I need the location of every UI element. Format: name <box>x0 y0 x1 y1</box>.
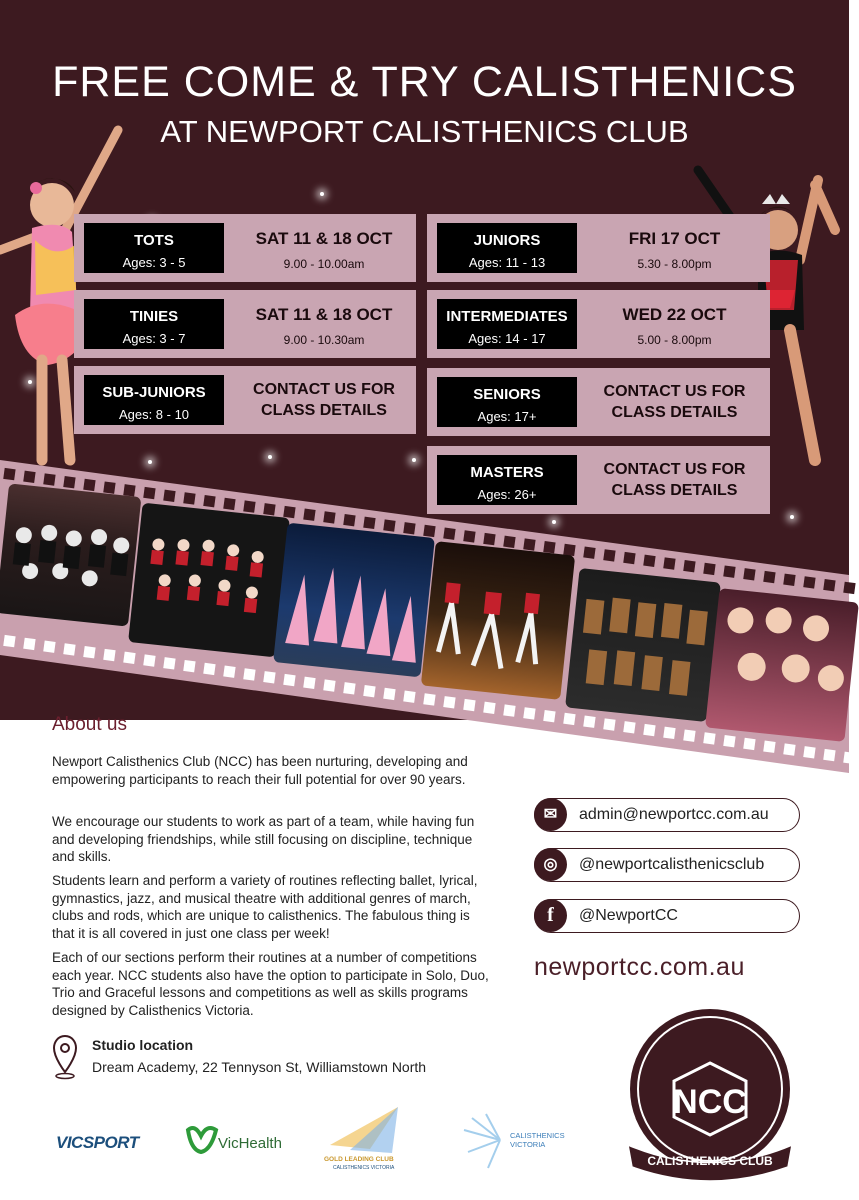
class-ages: Ages: 8 - 10 <box>118 407 190 422</box>
page-title: FREE COME & TRY CALISTHENICS <box>52 58 797 106</box>
film-hole <box>483 533 495 545</box>
film-hole <box>523 538 535 550</box>
film-hole <box>363 685 375 697</box>
film-hole <box>703 563 715 575</box>
logo-bottom-text: CALISTHENICS CLUB <box>647 1154 773 1168</box>
film-hole <box>503 704 515 716</box>
film-hole <box>683 729 695 741</box>
film-hole <box>523 707 535 719</box>
class-name: SENIORS <box>473 386 541 403</box>
ncc-logo <box>566 988 802 1185</box>
page-subtitle: AT NEWPORT CALISTHENICS CLUB <box>160 114 689 149</box>
film-hole <box>223 666 235 678</box>
about-paragraph: Each of our sections perform their routines at a number of competitions each year. NCC students also have the option to participate in Solo, Duo, Trio and Graceful lessons and competitions as well as skills programs designed by Calisthenics Victoria. <box>52 950 489 1018</box>
studio-label: Studio location <box>92 1037 194 1053</box>
film-hole <box>643 555 655 567</box>
film-hole <box>603 549 615 561</box>
class-contact <box>587 381 762 423</box>
film-hole <box>723 565 735 577</box>
film-hole <box>263 671 275 683</box>
vichealth-icon <box>185 1122 219 1154</box>
class-contact <box>234 379 414 421</box>
about-paragraph: We encourage our students to work as part of a team, while having fun and developing friendships, while still focusing on discipline, technique and skills. <box>52 814 475 864</box>
instagram-text: @newportcalisthenicsclub <box>579 856 765 873</box>
film-hole <box>783 743 795 755</box>
film-hole <box>803 576 815 588</box>
film-hole <box>583 546 595 558</box>
gold-club-subtext: CALISTHENICS VICTORIA <box>333 1165 395 1171</box>
film-hole <box>463 530 475 542</box>
film-hole <box>423 693 435 705</box>
about-heading: About us <box>52 714 127 735</box>
film-hole <box>203 495 215 507</box>
class-date: FRI 17 OCT <box>628 229 721 248</box>
film-hole <box>383 519 395 531</box>
logo-top-text: NEWPORT <box>566 988 670 1010</box>
film-hole <box>643 724 655 736</box>
film-hole <box>423 525 435 537</box>
class-ages: Ages: 14 - 17 <box>468 331 546 346</box>
film-hole <box>403 522 415 534</box>
logo-mid-text: NCC <box>673 1083 747 1121</box>
class-card-intermediates <box>427 290 770 358</box>
about-paragraph: Students learn and perform a variety of routines reflecting ballet, lyrical, gymnastics, jazz, and musical theatre with additional genres of march, clubs and rods, which are unique to calisthenics. The fabulous thing is that it is all covered in just one class per week! <box>52 873 478 941</box>
film-hole <box>343 682 355 694</box>
film-hole <box>323 511 335 523</box>
about-paragraph: Newport Calisthenics Club (NCC) has been nurturing, developing and empowering participants to reach their full potential for over 90 years. <box>52 754 468 787</box>
film-hole <box>43 473 55 485</box>
film-hole <box>623 721 635 733</box>
film-hole <box>743 568 755 580</box>
film-hole <box>323 679 335 691</box>
film-hole <box>223 498 235 510</box>
film-hole <box>243 500 255 512</box>
film-hole <box>23 471 35 483</box>
class-card-seniors <box>427 368 770 436</box>
film-hole <box>363 517 375 529</box>
class-date: SAT 11 & 18 OCT <box>255 305 393 324</box>
vichealth-logo: VicHealth <box>218 1135 282 1152</box>
class-ages: Ages: 11 - 13 <box>468 255 546 270</box>
film-hole <box>483 702 495 714</box>
film-hole <box>303 677 315 689</box>
film-hole <box>503 536 515 548</box>
cv-subtext: VICTORIA <box>510 1140 546 1149</box>
film-hole <box>703 732 715 744</box>
class-name: SUB-JUNIORS <box>102 384 206 401</box>
instagram-icon: ◎ <box>534 848 567 881</box>
class-card-sub-juniors <box>74 366 416 434</box>
film-hole <box>443 696 455 708</box>
photo-seniors-team <box>565 568 721 722</box>
contact-line: CONTACT US FOR <box>603 461 746 478</box>
contact-line: CLASS DETAILS <box>611 404 738 421</box>
film-hole <box>143 487 155 499</box>
contact-line: CONTACT US FOR <box>603 383 746 400</box>
cv-text: CALISTHENICS <box>510 1131 565 1140</box>
film-hole <box>83 646 95 658</box>
class-time: 9.00 - 10.00am <box>283 257 365 271</box>
instagram-link[interactable] <box>534 848 800 882</box>
calisthenics-victoria-icon <box>462 1110 512 1170</box>
photo-tots-group <box>0 483 141 626</box>
film-hole <box>663 727 675 739</box>
class-schedule <box>587 305 762 347</box>
facebook-text: @NewportCC <box>579 907 678 924</box>
film-hole <box>123 652 135 664</box>
gold-club-text: GOLD LEADING CLUB <box>324 1156 394 1163</box>
film-hole <box>63 476 75 488</box>
film-hole <box>403 691 415 703</box>
class-label <box>84 223 224 273</box>
photo-juniors-group <box>128 503 290 658</box>
contact-line: CLASS DETAILS <box>611 482 738 499</box>
class-schedule <box>587 229 762 271</box>
film-hole <box>3 635 15 647</box>
class-ages: Ages: 3 - 7 <box>122 331 186 346</box>
studio-address: Dream Academy, 22 Tennyson St, Williamstown North <box>92 1059 427 1075</box>
film-hole <box>103 481 115 493</box>
film-hole <box>283 506 295 518</box>
location-pin-icon <box>52 1034 78 1080</box>
email-icon: ✉ <box>534 798 567 831</box>
class-name: INTERMEDIATES <box>446 308 568 325</box>
sparkle-icon <box>320 192 324 196</box>
film-hole <box>603 718 615 730</box>
film-hole <box>823 579 835 591</box>
class-card-tots <box>74 214 416 282</box>
film-hole <box>303 509 315 521</box>
film-hole <box>263 503 275 515</box>
film-hole <box>83 479 95 491</box>
film-hole <box>63 643 75 655</box>
film-hole <box>103 649 115 661</box>
class-name: TINIES <box>129 308 179 325</box>
film-hole <box>663 557 675 569</box>
film-hole <box>843 582 855 594</box>
film-hole <box>543 710 555 722</box>
film-hole <box>183 660 195 672</box>
class-date: WED 22 OCT <box>622 305 727 324</box>
class-ages: Ages: 17+ <box>477 409 537 424</box>
vicsport-logo: VICSPORT <box>56 1133 139 1152</box>
class-label <box>437 377 577 427</box>
class-label <box>437 223 577 273</box>
film-hole <box>843 752 855 764</box>
film-hole <box>583 716 595 728</box>
class-name: JUNIORS <box>473 232 541 249</box>
film-hole <box>143 654 155 666</box>
film-hole <box>343 514 355 526</box>
film-hole <box>683 560 695 572</box>
class-label <box>84 375 224 425</box>
film-hole <box>563 713 575 725</box>
class-schedule <box>234 305 414 347</box>
film-hole <box>803 746 815 758</box>
email-link[interactable] <box>534 798 800 832</box>
gold-leading-club-icon <box>330 1105 400 1155</box>
facebook-icon: f <box>534 899 567 932</box>
film-hole <box>243 668 255 680</box>
email-text: admin@newportcc.com.au <box>579 806 769 823</box>
film-hole <box>743 738 755 750</box>
film-hole <box>183 492 195 504</box>
photo-graceful-dancers <box>273 523 435 678</box>
film-hole <box>723 735 735 747</box>
film-hole <box>383 688 395 700</box>
class-name: TOTS <box>134 232 174 249</box>
class-date: SAT 11 & 18 OCT <box>255 229 393 248</box>
facebook-link[interactable] <box>534 899 800 933</box>
film-hole <box>623 552 635 564</box>
class-ages: Ages: 26+ <box>477 487 537 502</box>
photo-march-team <box>421 541 575 700</box>
class-label <box>437 299 577 349</box>
film-hole <box>443 528 455 540</box>
website-link[interactable]: newportcc.com.au <box>534 953 745 981</box>
film-hole <box>23 638 35 650</box>
class-card-juniors <box>427 214 770 282</box>
contact-line: CLASS DETAILS <box>261 402 387 419</box>
film-hole <box>463 699 475 711</box>
film-hole <box>43 640 55 652</box>
photo-masters-group <box>705 588 859 742</box>
class-label <box>84 299 224 349</box>
film-hole <box>3 468 15 480</box>
contact-line: CONTACT US FOR <box>253 381 395 398</box>
class-time: 9.00 - 10.30am <box>283 333 365 347</box>
class-time: 5.00 - 8.00pm <box>637 333 712 347</box>
film-hole <box>823 749 835 761</box>
film-hole <box>283 674 295 686</box>
film-hole <box>163 490 175 502</box>
film-hole <box>163 657 175 669</box>
film-hole <box>763 741 775 753</box>
class-name: MASTERS <box>470 464 544 481</box>
class-card-tinies <box>74 290 416 358</box>
class-ages: Ages: 3 - 5 <box>122 255 186 270</box>
class-schedule <box>234 229 414 271</box>
film-hole <box>203 663 215 675</box>
class-time: 5.30 - 8.00pm <box>637 257 712 271</box>
film-hole <box>763 571 775 583</box>
film-hole <box>783 574 795 586</box>
